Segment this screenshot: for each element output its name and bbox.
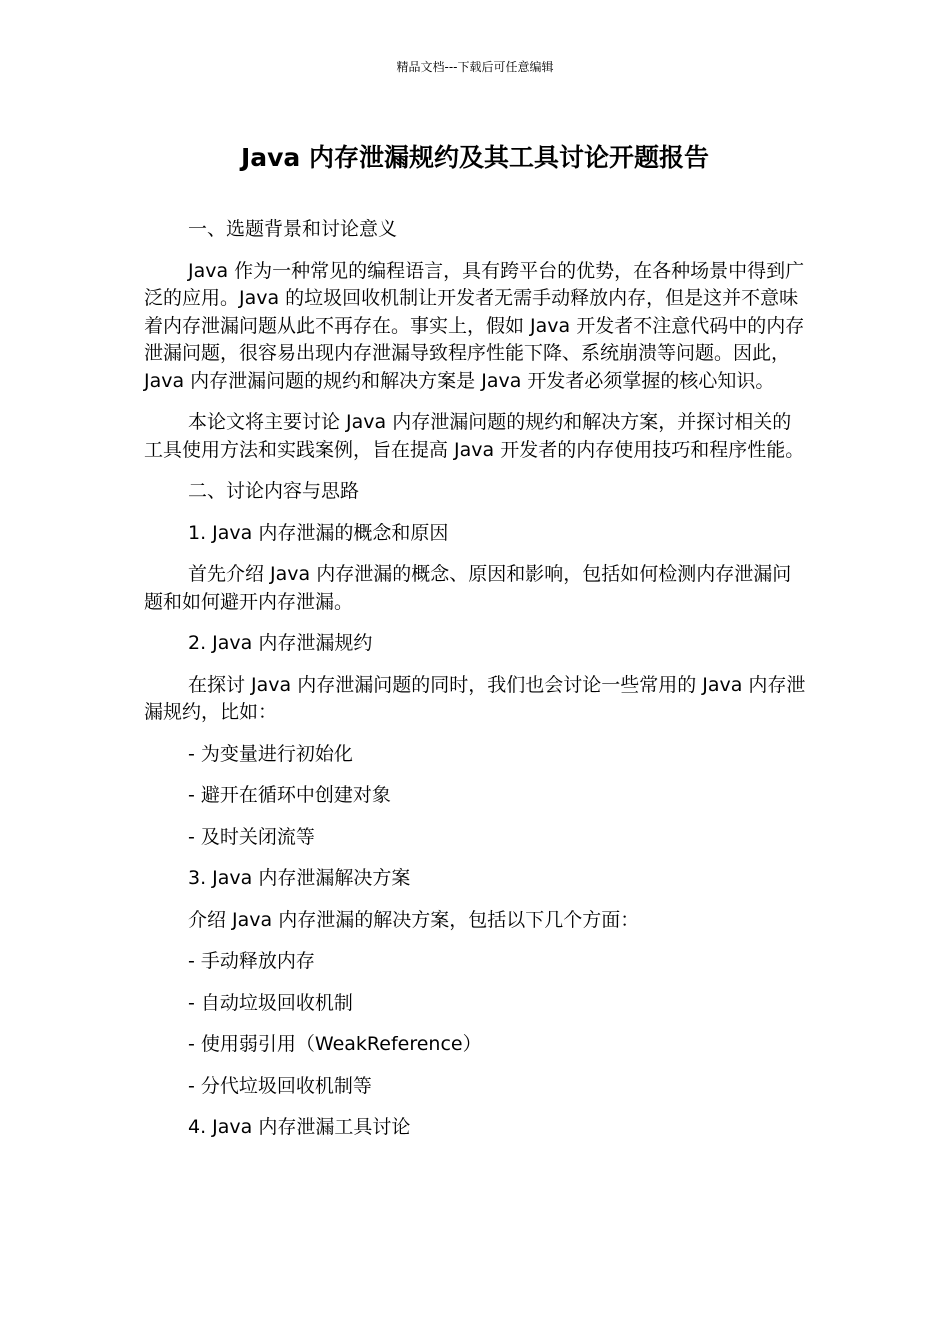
subsection-heading: 2. Java 内存泄漏规约 [188,632,373,654]
header-note: 精品文档---下载后可任意编辑 [396,60,554,74]
document-body [144,216,806,1156]
paragraph: 介绍 Java 内存泄漏的解决方案，包括以下几个方面： [188,908,640,931]
list-item: - 及时关闭流等 [188,825,315,848]
paragraph: Java 作为一种常见的编程语言，具有跨平台的优势，在各种场景中得到广泛的应用。Java 的垃圾回收机制让开发者无需手动释放内存，但是这并不意味着内存泄漏问题从此不再存在。事实上，假如 Java 开发者不注意代码中的内存泄漏问题，很容易出现内存泄漏导致程序性能下降、系统崩溃等问题。因此，Java 内存泄漏问题的规约和解决方案是 Java 开发者必须掌握的核心知识。 [144,259,805,392]
document-title: Java 内存泄漏规约及其工具讨论开题报告 [240,143,710,172]
subsection-heading: 1. Java 内存泄漏的概念和原因 [188,521,449,544]
list-item: - 使用弱引用（WeakReference） [188,1033,482,1055]
subsection-heading: 3. Java 内存泄漏解决方案 [188,867,411,889]
section-heading: 一、选题背景和讨论意义 [188,218,398,240]
list-item: - 为变量进行初始化 [188,742,353,765]
list-item: - 自动垃圾回收机制 [188,991,353,1014]
subsection-heading: 4. Java 内存泄漏工具讨论 [188,1116,411,1138]
paragraph: 在探讨 Java 内存泄漏问题的同时，我们也会讨论一些常用的 Java 内存泄漏规约，比如： [144,673,806,723]
list-item: - 分代垃圾回收机制等 [188,1074,372,1097]
section-heading: 二、讨论内容与思路 [188,480,360,502]
list-item: - 避开在循环中创建对象 [188,784,391,806]
paragraph: 本论文将主要讨论 Java 内存泄漏问题的规约和解决方案，并探讨相关的工具使用方法和实践案例，旨在提高 Java 开发者的内存使用技巧和程序性能。 [144,411,805,461]
list-item: - 手动释放内存 [188,950,315,972]
paragraph: 首先介绍 Java 内存泄漏的概念、原因和影响，包括如何检测内存泄漏问题和如何避开内存泄漏。 [144,563,792,613]
